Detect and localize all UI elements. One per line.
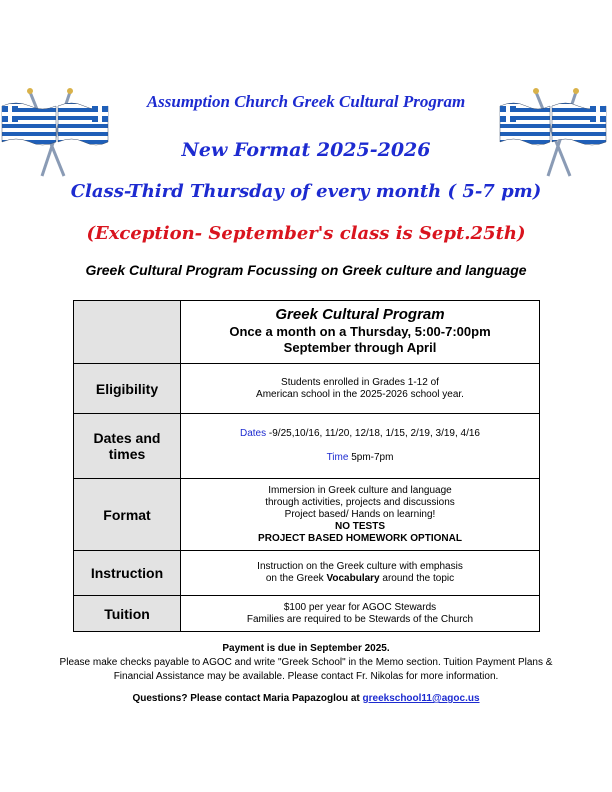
format-value	[181, 479, 540, 551]
instruction-line2-pre: on the Greek	[265, 573, 327, 584]
program-subtitle: Greek Cultural Program Focussing on Greek culture and language	[85, 262, 527, 278]
questions-contact	[0, 692, 612, 706]
instruction-line1: Instruction on the Greek culture with emphasis	[257, 561, 463, 572]
table-row	[74, 364, 540, 414]
header-empty-cell	[74, 301, 181, 364]
contact-email-link[interactable]: greekschool11@agoc.us	[362, 693, 480, 704]
table-row	[74, 414, 540, 479]
tuition-line2: Families are required to be Stewards of the Church	[246, 613, 474, 625]
time-key: Time	[326, 452, 349, 463]
format-line4: NO TESTS	[334, 520, 385, 532]
dates-times-label: Dates and times	[74, 414, 181, 479]
header-schedule: Once a month on a Thursday, 5:00-7:00pm	[229, 323, 491, 339]
header-title: Greek Cultural Program	[275, 305, 445, 323]
class-schedule-heading: Class-Third Thursday of every month ( 5-7 pm)	[70, 181, 542, 202]
eligibility-value	[181, 364, 540, 414]
september-exception-heading: (Exception- September's class is Sept.25th)	[86, 223, 526, 244]
table-row	[74, 479, 540, 551]
dates-line	[181, 428, 539, 440]
instruction-vocabulary: Vocabulary	[326, 573, 380, 584]
payment-due-text: Payment is due in September 2025.	[222, 643, 390, 654]
table-row	[74, 596, 540, 632]
eligibility-label: Eligibility	[74, 364, 181, 414]
instruction-line2-post: around the topic	[379, 573, 455, 584]
dates-key: Dates	[240, 428, 267, 439]
table-row	[74, 551, 540, 596]
instruction-value	[181, 551, 540, 596]
tuition-label: Tuition	[74, 596, 181, 632]
dates-times-value	[181, 414, 540, 479]
format-line1: Immersion in Greek culture and language	[268, 484, 452, 496]
program-title: Assumption Church Greek Cultural Program	[146, 92, 466, 111]
instruction-label: Instruction	[74, 551, 181, 596]
header-cell	[181, 301, 540, 364]
time-value: 5pm-7pm	[348, 452, 394, 463]
dates-value: -9/25,10/16, 11/20, 12/18, 1/15, 2/19, 3/19, 4/16	[266, 428, 480, 439]
tuition-line1: $100 per year for AGOC Stewards	[283, 601, 437, 613]
format-year-heading: New Format 2025-2026	[181, 139, 431, 161]
time-line	[181, 452, 539, 464]
instruction-line2	[181, 573, 539, 585]
eligibility-line2: American school in the 2025-2026 school year.	[256, 388, 464, 400]
format-line3: Project based/ Hands on learning!	[284, 508, 436, 520]
program-info-table	[73, 300, 540, 632]
format-line2: through activities, projects and discussions	[265, 496, 455, 508]
table-header-row	[74, 301, 540, 364]
checks-line2: Financial Assistance may be available. Please contact Fr. Nikolas for more information.	[113, 671, 499, 682]
header-months: September through April	[283, 339, 437, 355]
format-line5: PROJECT BASED HOMEWORK OPTIONAL	[258, 532, 462, 544]
eligibility-line1: Students enrolled in Grades 1-12 of	[281, 376, 439, 388]
checks-line1: Please make checks payable to AGOC and write "Greek School" in the Memo section. Tuition Payment Plans &	[59, 657, 553, 668]
tuition-value	[181, 596, 540, 632]
questions-text: Questions? Please contact Maria Papazoglou at	[132, 693, 363, 704]
format-label: Format	[74, 479, 181, 551]
checks-instructions	[0, 656, 612, 684]
